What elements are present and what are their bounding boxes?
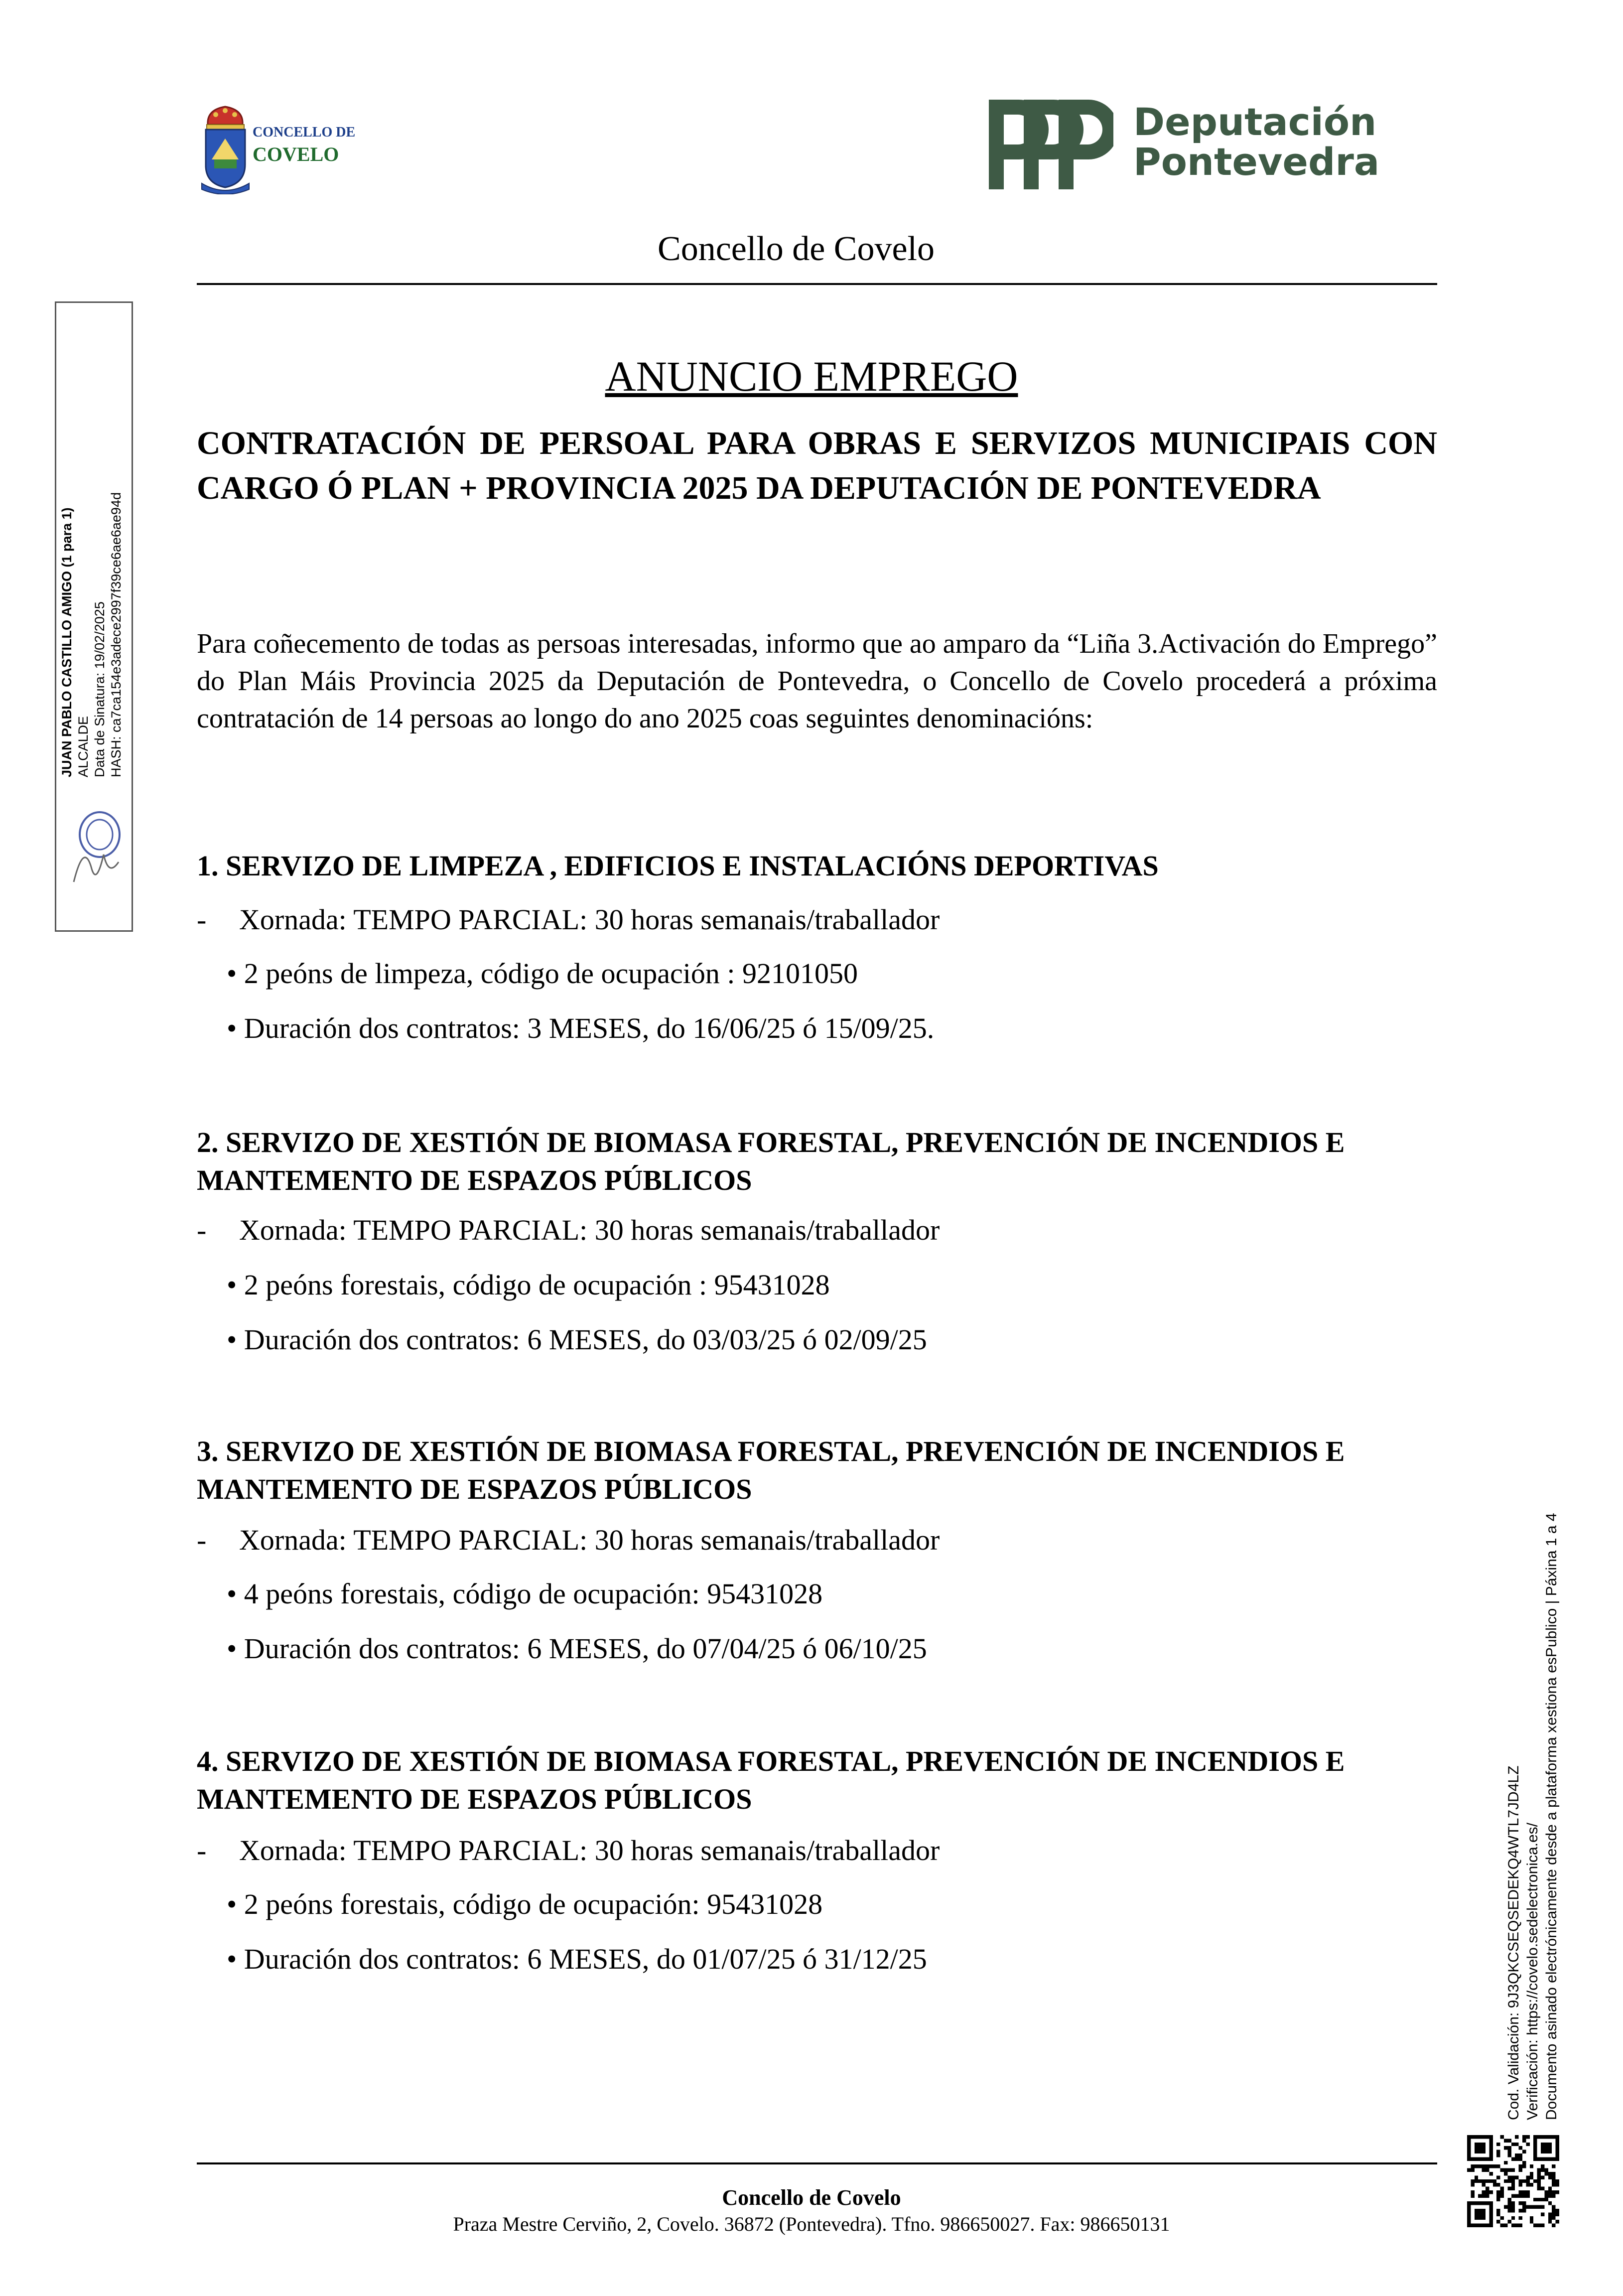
section-4-bullet-1: • 2 peóns forestais, código de ocupación: 95431028 <box>227 1888 823 1920</box>
dash-marker: - <box>197 903 207 936</box>
validation-code: Cod. Validación: 9J3QKCSEQSEDEKQ4WTL7JD4LZ <box>1505 1765 1522 2120</box>
document-subtitle: CONTRATACIÓN DE PERSOAL PARA OBRAS E SERVIZOS MUNICIPAIS CON CARGO Ó PLAN + PROVINCIA 2025 DA DEPUTACIÓN DE PONTEVEDRA <box>197 425 1437 506</box>
section-3-xornada <box>197 1523 940 1557</box>
footer-org-name: Concello de Covelo <box>722 2185 901 2210</box>
xornada-text: Xornada: TEMPO PARCIAL: 30 horas semanais/traballador <box>239 1524 940 1556</box>
xornada-text: Xornada: TEMPO PARCIAL: 30 horas semanais/traballador <box>239 1214 940 1246</box>
concello-covelo-logo <box>197 100 356 194</box>
deputacion-logo-text-top: Deputación <box>1133 100 1377 144</box>
section-3-bullet-1: • 4 peóns forestais, código de ocupación: 95431028 <box>227 1578 823 1610</box>
coat-of-arms-icon <box>197 100 254 194</box>
signature-hash: HASH: ca7ca154e3adece2997f39ce6ae6ae94d <box>109 492 124 777</box>
deputacion-mark-icon <box>984 90 1113 199</box>
signature-date: Data de Sinatura: 19/02/2025 <box>92 601 107 777</box>
xornada-text: Xornada: TEMPO PARCIAL: 30 horas semanais/traballador <box>239 1834 940 1866</box>
deputacion-logo-text-bottom: Pontevedra <box>1133 140 1380 184</box>
footer-divider <box>197 2162 1437 2164</box>
section-2-title: 2. SERVIZO DE XESTIÓN DE BIOMASA FORESTAL, PREVENCIÓN DE INCENDIOS E MANTEMENTO DE ESPAZOS PÚBLICOS <box>197 1126 1345 1196</box>
section-2-xornada <box>197 1213 940 1247</box>
section-2-bullet-1: • 2 peóns forestais, código de ocupación : 95431028 <box>227 1269 830 1301</box>
covelo-logo-text-bottom: COVELO <box>253 143 339 165</box>
validation-platform: Documento asinado electrónicamente desde a plataforma xestiona esPublico | Páxina 1 a 4 <box>1543 1513 1560 2120</box>
signature-stamp-icon <box>69 807 124 892</box>
header-title: Concello de Covelo <box>658 230 935 268</box>
section-4-xornada <box>197 1834 940 1867</box>
section-1-xornada <box>197 903 940 936</box>
deputacion-pontevedra-logo <box>984 90 1380 199</box>
section-3-title: 3. SERVIZO DE XESTIÓN DE BIOMASA FORESTAL, PREVENCIÓN DE INCENDIOS E MANTEMENTO DE ESPAZOS PÚBLICOS <box>197 1435 1345 1505</box>
covelo-logo-text-top: CONCELLO DE <box>253 125 356 140</box>
validation-text <box>1504 1452 1569 2120</box>
dash-marker: - <box>197 1214 207 1246</box>
section-1-bullet-2: • Duración dos contratos: 3 MESES, do 16/06/25 ó 15/09/25. <box>227 1012 935 1044</box>
signature-text <box>59 149 138 777</box>
dash-marker: - <box>197 1834 207 1866</box>
section-1-title: 1. SERVIZO DE LIMPEZA , EDIFICIOS E INSTALACIÓNS DEPORTIVAS <box>197 850 1159 882</box>
section-4-title: 4. SERVIZO DE XESTIÓN DE BIOMASA FORESTAL, PREVENCIÓN DE INCENDIOS E MANTEMENTO DE ESPAZOS PÚBLICOS <box>197 1745 1345 1815</box>
section-3-bullet-2: • Duración dos contratos: 6 MESES, do 07/04/25 ó 06/10/25 <box>227 1632 927 1665</box>
section-1-bullet-1: • 2 peóns de limpeza, código de ocupación : 92101050 <box>227 957 858 990</box>
signer-role: ALCALDE <box>76 716 91 777</box>
validation-url: Verificación: https://covelo.sedelectronica.es/ <box>1524 1823 1541 2120</box>
section-4-bullet-2: • Duración dos contratos: 6 MESES, do 01/07/25 ó 31/12/25 <box>227 1943 927 1975</box>
section-2-bullet-2: • Duración dos contratos: 6 MESES, do 03/03/25 ó 02/09/25 <box>227 1323 927 1356</box>
dash-marker: - <box>197 1524 207 1556</box>
intro-paragraph: Para coñecemento de todas as persoas interesadas, informo que ao amparo da “Liña 3.Activación do Emprego” do Plan Máis Provincia 2025 da Deputación de Pontevedra, o Concello de Covelo procederá a próxima contratación de 14 persoas ao longo do ano 2025 coas seguintes denominacións: <box>197 628 1437 734</box>
footer-address: Praza Mestre Cerviño, 2, Covelo. 36872 (Pontevedra). Tfno. 986650027. Fax: 986650131 <box>453 2213 1170 2235</box>
xornada-text: Xornada: TEMPO PARCIAL: 30 horas semanais/traballador <box>239 903 940 936</box>
header-divider <box>197 283 1437 285</box>
document-title: ANUNCIO EMPREGO <box>605 352 1018 400</box>
signer-name: JUAN PABLO CASTILLO AMIGO (1 para 1) <box>59 507 74 777</box>
